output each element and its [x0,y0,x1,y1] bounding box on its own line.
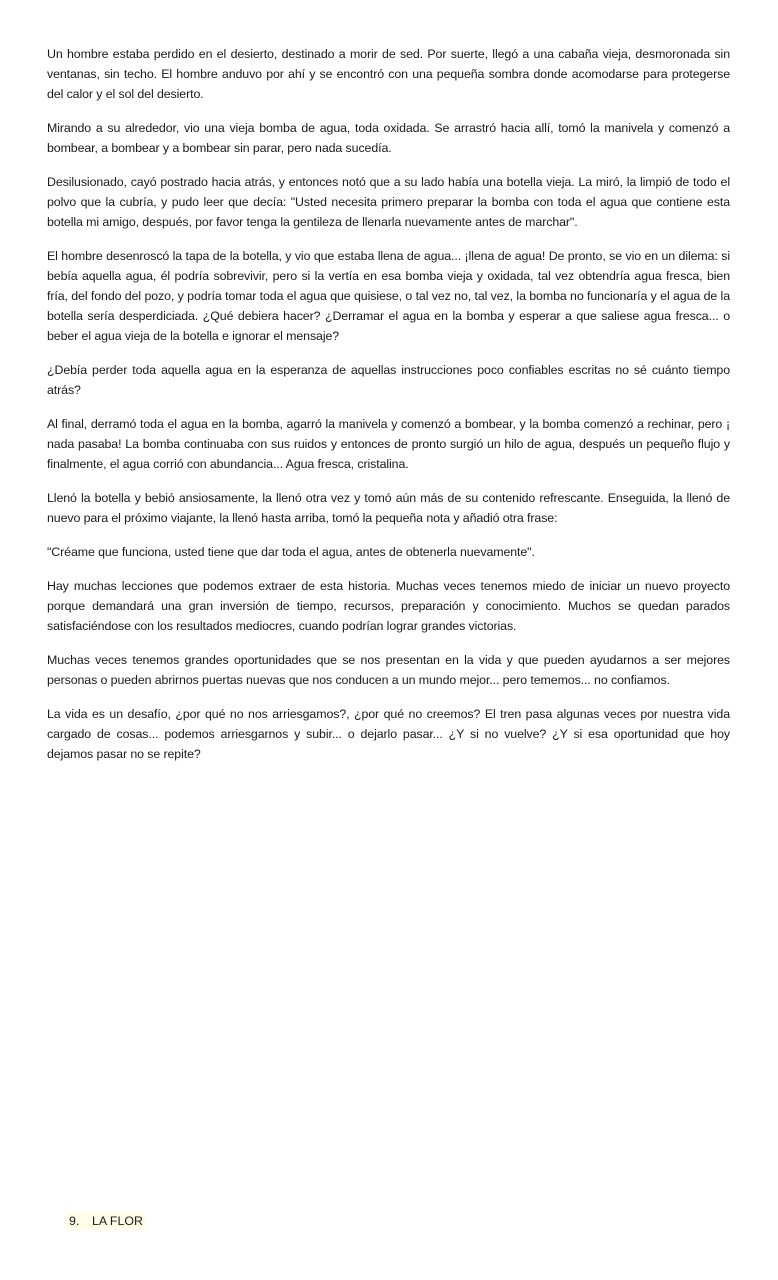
paragraph-10: Muchas veces tenemos grandes oportunidades que se nos presentan en la vida y que pueden ayudarnos a ser mejores personas o pueden abrirnos puertas nuevas que nos conducen a un mundo mejor... pero tememos... no confiamos. [47,653,730,687]
paragraph-8: "Créame que funciona, usted tiene que dar toda el agua, antes de obtenerla nuevamente". [47,545,535,559]
paragraph-3: Desilusionado, cayó postrado hacia atrás, y entonces notó que a su lado había una botella vieja. La miró, la limpió de todo el polvo que la cubría, y pudo leer que decía: "Usted necesita primero preparar la bomba con toda el agua que contiene esta botella mi amigo, después, por favor tenga la gentileza de llenarla nuevamente antes de marchar". [47,175,730,229]
paragraph-1: Un hombre estaba perdido en el desierto, destinado a morir de sed. Por suerte, llegó a una cabaña vieja, desmoronada sin ventanas, sin techo. El hombre anduvo por ahí y se encontró con una pequeña sombra donde acomodarse para protegerse del calor y el sol del desierto. [47,47,730,101]
section-number: 9. [69,1214,80,1228]
paragraph-11: La vida es un desafío, ¿por qué no nos arriesgamos?, ¿por qué no creemos? El tren pasa algunas veces por nuestra vida cargado de cosas... podemos arriesgarnos y subir... o dejarlo pasar... ¿Y si no vuelve? ¿Y si esa oportunidad que hoy dejamos pasar no se repite? [47,707,730,761]
paragraph-6: Al final, derramó toda el agua en la bomba, agarró la manivela y comenzó a bombear, y la bomba comenzó a rechinar, pero ¡ nada pasaba! La bomba continuaba con sus ruidos y entonces de pronto surgió un hilo de agua, después un pequeño flujo y finalmente, el agua corrió con abundancia... Agua fresca, cristalina. [47,417,730,471]
paragraph-2: Mirando a su alrededor, vio una vieja bomba de agua, toda oxidada. Se arrastró hacia allí, tomó la manivela y comenzó a bombear, a bombear y a bombear sin parar, pero nada sucedía. [47,121,730,155]
document-body [47,44,730,778]
paragraph-5: ¿Debía perder toda aquella agua en la esperanza de aquellas instrucciones poco confiables escritas no sé cuánto tiempo atrás? [47,363,730,397]
paragraph-4: El hombre desenroscó la tapa de la botella, y vio que estaba llena de agua... ¡llena de agua! De pronto, se vio en un dilema: si bebía aquella agua, él podría sobrevivir, pero si la vertía en esa bomba vieja y oxidada, tal vez obtendría agua fresca, bien fría, del fondo del pozo, y podría tomar toda el agua que quisiese, o tal vez no, tal vez, la bomba no funcionaría y el agua de la botella sería desperdiciada. ¿Qué debiera hacer? ¿Derramar el agua en la bomba y esperar a que saliese agua fresca... o beber el agua vieja de la botella e ignorar el mensaje? [47,249,730,343]
paragraph-9: Hay muchas lecciones que podemos extraer de esta historia. Muchas veces tenemos miedo de iniciar un nuevo proyecto porque demandará una gran inversión de tiempo, recursos, preparación y conocimiento. Muchos se quedan parados satisfaciéndose con los resultados mediocres, cuando podrían lograr grandes victorias. [47,579,730,633]
section-title: LA FLOR [92,1214,143,1228]
section-heading-la-flor [67,1212,145,1230]
paragraph-7: Llenó la botella y bebió ansiosamente, la llenó otra vez y tomó aún más de su contenido refrescante. Enseguida, la llenó de nuevo para el próximo viajante, la llenó hasta arriba, tomó la pequeña nota y añadió otra frase: [47,491,730,525]
